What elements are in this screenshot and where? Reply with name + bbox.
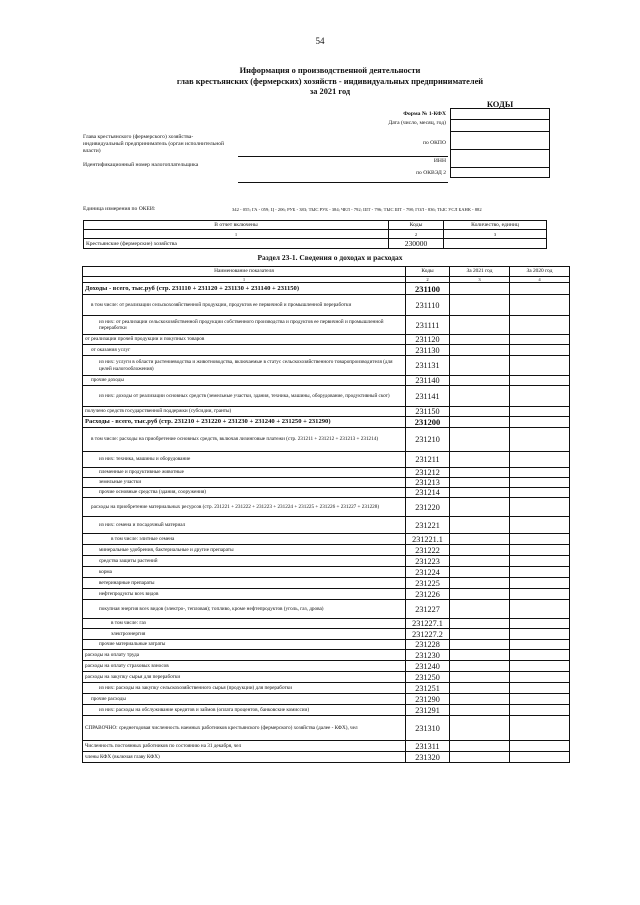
- table-row: [83, 452, 570, 468]
- indicator-name: в том числе: элитные семена: [83, 534, 406, 545]
- report-header-quantity: Количество, единиц: [444, 221, 547, 230]
- value-2021[interactable]: [450, 478, 510, 488]
- indicator-name: нефтепродукты всех видов: [83, 589, 406, 600]
- table-row: [83, 694, 570, 705]
- indicator-name: СПРАВОЧНО: среднегодовая численность наемных работников крестьянского (фермерского) хозяйства (далее - КФХ), чел: [83, 716, 406, 741]
- table-row: [83, 478, 570, 488]
- report-row-quantity[interactable]: [444, 239, 547, 249]
- value-2020[interactable]: [510, 316, 570, 335]
- value-2021[interactable]: [450, 640, 510, 650]
- value-2020[interactable]: [510, 534, 570, 545]
- value-2021[interactable]: [450, 578, 510, 589]
- indicator-code: 231227: [406, 600, 450, 619]
- value-2020[interactable]: [510, 498, 570, 517]
- indicator-code: 231220: [406, 498, 450, 517]
- indicator-name: из них: расходы на закупку сельскохозяйственного сырья (продукции) для переработки: [83, 683, 406, 694]
- table-row: [83, 283, 570, 295]
- report-num-2: 2: [389, 230, 444, 239]
- indicator-code: 231240: [406, 661, 450, 672]
- okved-label: по ОКВЭД 2: [416, 170, 446, 176]
- value-2020[interactable]: [510, 545, 570, 556]
- table-row: [83, 345, 570, 356]
- value-2020[interactable]: [510, 386, 570, 407]
- value-2021[interactable]: [450, 468, 510, 478]
- report-header-included: В отчет включены: [84, 221, 389, 230]
- indicator-code: 231290: [406, 694, 450, 705]
- value-2020[interactable]: [510, 683, 570, 694]
- header-year-2020: За 2020 год: [510, 267, 570, 277]
- table-row: [83, 356, 570, 376]
- indicator-code: 231221: [406, 517, 450, 534]
- indicator-code: 231131: [406, 356, 450, 376]
- table-row: [83, 386, 570, 407]
- indicator-code: 231222: [406, 545, 450, 556]
- value-2021[interactable]: [450, 316, 510, 335]
- column-number-2: 2: [406, 277, 450, 283]
- indicator-name: от реализации прочей продукции и покупных товаров: [83, 335, 406, 345]
- indicator-name: электроэнергия: [83, 629, 406, 640]
- value-2020[interactable]: [510, 295, 570, 316]
- value-2021[interactable]: [450, 705, 510, 716]
- value-2021[interactable]: [450, 452, 510, 468]
- value-2020[interactable]: [510, 345, 570, 356]
- page-number: 54: [315, 36, 325, 46]
- indicator-code: 231221.1: [406, 534, 450, 545]
- indicator-code: 231210: [406, 428, 450, 452]
- value-2020[interactable]: [510, 589, 570, 600]
- indicator-code: 231100: [406, 283, 450, 295]
- value-2021[interactable]: [450, 672, 510, 683]
- value-2021[interactable]: [450, 741, 510, 752]
- table-row: [83, 629, 570, 640]
- table-row: [83, 316, 570, 335]
- table-row: [83, 741, 570, 752]
- table-row: [83, 428, 570, 452]
- value-2021[interactable]: [450, 661, 510, 672]
- indicator-name: средства защиты растений: [83, 556, 406, 567]
- value-2020[interactable]: [510, 752, 570, 763]
- indicator-code: 231226: [406, 589, 450, 600]
- indicator-name: расходы на приобретение материальных ресурсов (стр. 231221 + 231222 + 231223 + 231224 + 231225 + 231226 + 231227 + 231228): [83, 498, 406, 517]
- indicator-code: 231227.2: [406, 629, 450, 640]
- table-row: [83, 619, 570, 629]
- indicator-code: 231230: [406, 650, 450, 661]
- value-2021[interactable]: [450, 517, 510, 534]
- units-value: 342 - 055; ГА - 059; Ц - 206; РУБ - 383; ТЫС РУБ - 384; ЧЕЛ - 792; ШТ - 796; ТЫС ШТ - 798; ГОЛ - 836; ТЫС УСЛ БАНК - 882: [232, 207, 482, 212]
- indicator-name: расходы на закупку сырья для переработки: [83, 672, 406, 683]
- report-table-numbers: [84, 230, 547, 239]
- value-2021[interactable]: [450, 629, 510, 640]
- indicator-name: Расходы - всего, тыс.руб (стр. 231210 + 231220 + 231230 + 231240 + 231250 + 231290): [83, 417, 406, 428]
- value-2021[interactable]: [450, 650, 510, 661]
- indicator-name: Доходы - всего, тыс.руб (стр. 231110 + 231120 + 231130 + 231140 + 231150): [83, 283, 406, 295]
- indicator-name: из них: услуги в области растениеводства и животноводства, включаемые в статус сельскохозяйственного товаропроизводителя (для целей налогообложения): [83, 356, 406, 376]
- report-row-code: 230000: [389, 239, 444, 249]
- value-2021[interactable]: [450, 356, 510, 376]
- table-row: [83, 752, 570, 763]
- value-2021[interactable]: [450, 407, 510, 417]
- indicator-code: 231214: [406, 488, 450, 498]
- table-row: [83, 468, 570, 478]
- indicator-code: 231200: [406, 417, 450, 428]
- indicator-name: племенные и продуктивные животные: [83, 468, 406, 478]
- table-row: [83, 488, 570, 498]
- table-row: [83, 716, 570, 741]
- value-2020[interactable]: [510, 556, 570, 567]
- value-2020[interactable]: [510, 694, 570, 705]
- report-header-codes: Коды: [389, 221, 444, 230]
- value-2020[interactable]: [510, 741, 570, 752]
- units-label: Единица измерения по ОКЕИ:: [83, 206, 156, 212]
- indicator-code: 231311: [406, 741, 450, 752]
- okpo-label: по ОКПО: [422, 140, 446, 146]
- indicator-code: 231251: [406, 683, 450, 694]
- table-row: [83, 589, 570, 600]
- table-row: [83, 600, 570, 619]
- value-2021[interactable]: [450, 752, 510, 763]
- indicator-code: 231213: [406, 478, 450, 488]
- section-title: Раздел 23-1. Сведения о доходах и расходах: [257, 253, 403, 262]
- indicator-name: прочие доходы: [83, 376, 406, 386]
- value-2021[interactable]: [450, 283, 510, 295]
- indicator-name: в том числе: расходы на приобретение основных средств, включая лизинговые платежи (стр. 231211 + 231212 + 231213 + 231214): [83, 428, 406, 452]
- value-2020[interactable]: [510, 629, 570, 640]
- table-row: [83, 417, 570, 428]
- indicator-code: 231140: [406, 376, 450, 386]
- head-label: Глава крестьянского (фермерского) хозяйства-индивидуальный предприниматель (орган исполнительной власти): [83, 134, 225, 154]
- value-2020[interactable]: [510, 407, 570, 417]
- table-row: [83, 534, 570, 545]
- indicator-code: 231111: [406, 316, 450, 335]
- indicator-name: из них: техника, машины и оборудование: [83, 452, 406, 468]
- form-label: Форма № 1-КФХ: [403, 111, 446, 117]
- table-row: [83, 556, 570, 567]
- indicator-name: Численность постоянных работников по состоянию на 31 декабря, чел: [83, 741, 406, 752]
- value-2021[interactable]: [450, 619, 510, 629]
- indicator-name: прочие основные средства (здания, сооружения): [83, 488, 406, 498]
- report-included-table: [83, 220, 547, 249]
- indicator-name: от оказания услуг: [83, 345, 406, 356]
- indicator-code: 231310: [406, 716, 450, 741]
- table-row: [83, 545, 570, 556]
- indicator-name: покупная энергия всех видов (электро-, тепловая); топливо, кроме нефтепродуктов (уголь, газ, дрова): [83, 600, 406, 619]
- date-label: Дата (число, месяц, год): [388, 120, 446, 126]
- table-row: [83, 640, 570, 650]
- value-2020[interactable]: [510, 428, 570, 452]
- value-2020[interactable]: [510, 478, 570, 488]
- value-2020[interactable]: [510, 578, 570, 589]
- indicator-code: 231250: [406, 672, 450, 683]
- title-line-1: Информация о производственной деятельности: [239, 66, 421, 75]
- value-2021[interactable]: [450, 386, 510, 407]
- indicator-name: из них: доходы от реализации основных средств (земельные участки, здания, техника, машины, оборудование, продуктивный скот): [83, 386, 406, 407]
- indicator-name: получено средств государственной поддержки (субсидии, гранты): [83, 407, 406, 417]
- indicator-code: 231211: [406, 452, 450, 468]
- value-2021[interactable]: [450, 600, 510, 619]
- value-2020[interactable]: [510, 468, 570, 478]
- indicator-name: ветеринарные препараты: [83, 578, 406, 589]
- tin-field[interactable]: [238, 182, 448, 183]
- indicator-name: из них: семена и посадочный материал: [83, 517, 406, 534]
- value-2021[interactable]: [450, 589, 510, 600]
- report-row-name: Крестьянские (фермерские) хозяйства: [84, 239, 389, 249]
- report-table-header: [84, 221, 547, 230]
- report-num-1: 1: [84, 230, 389, 239]
- indicator-name: минеральные удобрения, бактериальные и другие препараты: [83, 545, 406, 556]
- value-2020[interactable]: [510, 417, 570, 428]
- report-num-3: 3: [444, 230, 547, 239]
- indicator-name: в том числе: газ: [83, 619, 406, 629]
- value-2021[interactable]: [450, 556, 510, 567]
- table-row: [83, 376, 570, 386]
- value-2021[interactable]: [450, 428, 510, 452]
- table-row: [83, 295, 570, 316]
- indicator-code: 231227.1: [406, 619, 450, 629]
- value-2020[interactable]: [510, 716, 570, 741]
- indicator-name: из них: расходы на обслуживание кредитов и займов (оплата процентов, банковские комиссии): [83, 705, 406, 716]
- page-title: [100, 66, 560, 98]
- value-2021[interactable]: [450, 335, 510, 345]
- value-2020[interactable]: [510, 600, 570, 619]
- indicator-code: 231212: [406, 468, 450, 478]
- indicator-code: 231110: [406, 295, 450, 316]
- indicator-name: прочие расходы: [83, 694, 406, 705]
- indicator-code: 231224: [406, 567, 450, 578]
- indicator-code: 231228: [406, 640, 450, 650]
- inn-label: ИНН: [433, 158, 446, 164]
- indicator-code: 231141: [406, 386, 450, 407]
- indicator-name: расходы на оплату страховых взносов: [83, 661, 406, 672]
- table-row: [83, 407, 570, 417]
- value-2020[interactable]: [510, 335, 570, 345]
- indicator-code: 231320: [406, 752, 450, 763]
- head-field[interactable]: [238, 156, 448, 157]
- indicator-code: 231150: [406, 407, 450, 417]
- value-2020[interactable]: [510, 661, 570, 672]
- column-number-3: 3: [450, 277, 510, 283]
- table-row: [83, 567, 570, 578]
- main-table-header: [83, 267, 570, 277]
- income-expense-table: [82, 266, 570, 763]
- value-2020[interactable]: [510, 705, 570, 716]
- table-row: [83, 683, 570, 694]
- column-number-1: 1: [83, 277, 406, 283]
- value-2021[interactable]: [450, 498, 510, 517]
- value-2021[interactable]: [450, 683, 510, 694]
- value-2020[interactable]: [510, 283, 570, 295]
- header-codes: Коды: [406, 267, 450, 277]
- codes-heading: КОДЫ: [486, 99, 514, 109]
- table-row: [83, 517, 570, 534]
- value-2020[interactable]: [510, 376, 570, 386]
- title-line-2: глав крестьянских (фермерских) хозяйств - индивидуальных предпринимателей: [176, 76, 484, 86]
- table-row: [83, 650, 570, 661]
- indicator-name: расходы на оплату труда: [83, 650, 406, 661]
- column-number-4: 4: [510, 277, 570, 283]
- value-2020[interactable]: [510, 640, 570, 650]
- value-2020[interactable]: [510, 356, 570, 376]
- value-2020[interactable]: [510, 650, 570, 661]
- table-row: [83, 672, 570, 683]
- value-2021[interactable]: [450, 488, 510, 498]
- codes-box: [450, 108, 550, 178]
- table-row: [83, 661, 570, 672]
- value-2021[interactable]: [450, 345, 510, 356]
- value-2020[interactable]: [510, 619, 570, 629]
- title-line-3: за 2021 год: [309, 87, 351, 96]
- indicator-name: корма: [83, 567, 406, 578]
- value-2020[interactable]: [510, 488, 570, 498]
- header-indicator-name: Наименование показателя: [83, 267, 406, 277]
- tin-label: Идентификационный номер налогоплательщика: [83, 162, 199, 168]
- value-2021[interactable]: [450, 545, 510, 556]
- indicator-name: из них: от реализации сельскохозяйственной продукции собственного производства и продуктов ее первичной и промышленной переработки: [83, 316, 406, 335]
- value-2021[interactable]: [450, 376, 510, 386]
- value-2020[interactable]: [510, 672, 570, 683]
- indicator-code: 231120: [406, 335, 450, 345]
- table-row: [83, 705, 570, 716]
- indicator-name: земельные участки: [83, 478, 406, 488]
- table-row: [83, 578, 570, 589]
- table-row: [83, 335, 570, 345]
- value-2021[interactable]: [450, 534, 510, 545]
- value-2020[interactable]: [510, 452, 570, 468]
- value-2020[interactable]: [510, 567, 570, 578]
- value-2021[interactable]: [450, 295, 510, 316]
- value-2021[interactable]: [450, 417, 510, 428]
- indicator-code: 231225: [406, 578, 450, 589]
- indicator-name: члены КФХ (включая главу КФХ): [83, 752, 406, 763]
- value-2020[interactable]: [510, 517, 570, 534]
- value-2021[interactable]: [450, 567, 510, 578]
- value-2021[interactable]: [450, 716, 510, 741]
- header-year-2021: За 2021 год: [450, 267, 510, 277]
- indicator-code: 231130: [406, 345, 450, 356]
- table-row: [83, 498, 570, 517]
- report-table-row: [84, 239, 547, 249]
- indicator-name: в том числе: от реализации сельскохозяйственной продукции, продуктов ее первичной и промышленной переработки: [83, 295, 406, 316]
- indicator-code: 231291: [406, 705, 450, 716]
- indicator-name: прочие материальные затраты: [83, 640, 406, 650]
- indicator-code: 231223: [406, 556, 450, 567]
- value-2021[interactable]: [450, 694, 510, 705]
